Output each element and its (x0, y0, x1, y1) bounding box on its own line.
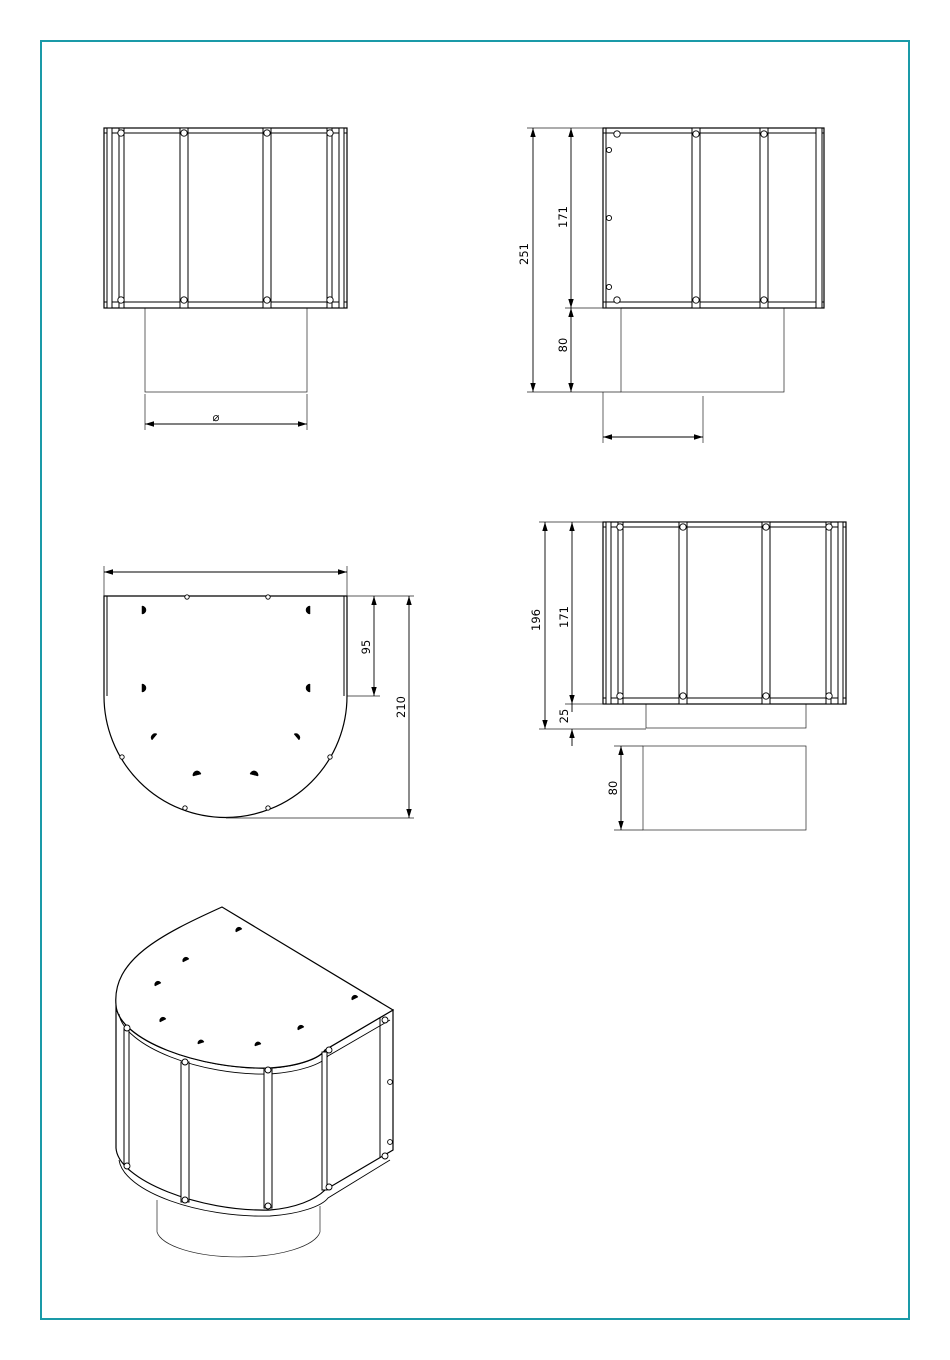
screw (382, 1153, 388, 1159)
front-spigot (145, 308, 307, 392)
top-label-95: 95 (359, 639, 373, 655)
front-view (104, 128, 347, 430)
rear-spigot (646, 704, 806, 728)
diameter-symbol: ⌀ (212, 410, 220, 424)
iso-strip (124, 1028, 129, 1166)
screw (118, 297, 124, 303)
screw (763, 693, 769, 699)
side-strip (816, 128, 822, 308)
rear-label-196: 196 (529, 609, 543, 631)
front-strip (339, 128, 344, 308)
side-body (603, 128, 824, 308)
screw (124, 1025, 130, 1031)
rear-label-80: 80 (606, 780, 620, 796)
screw (761, 297, 767, 303)
top-outline (104, 596, 347, 818)
screw (264, 130, 270, 136)
front-strip (180, 128, 188, 308)
screw (826, 524, 832, 530)
screw (264, 297, 270, 303)
screw (328, 755, 332, 759)
screw (327, 297, 333, 303)
screw (265, 1203, 271, 1209)
screw (185, 595, 189, 599)
screw (693, 131, 699, 137)
screw (388, 1140, 393, 1145)
rear-strip (762, 522, 770, 704)
screw (326, 1184, 332, 1190)
side-strip (692, 128, 700, 308)
screw (617, 524, 623, 530)
rear-label-25: 25 (557, 708, 571, 724)
front-strip (327, 128, 332, 308)
side-label-80: 80 (556, 337, 570, 353)
screw (617, 693, 623, 699)
iso-strip (181, 1062, 189, 1202)
side-strip (760, 128, 768, 308)
screw (382, 1017, 388, 1023)
screw (826, 693, 832, 699)
screw (182, 1059, 188, 1065)
screw (388, 1080, 393, 1085)
screw (606, 284, 611, 289)
screw (606, 147, 611, 152)
screw (182, 1197, 188, 1203)
front-strip (107, 128, 112, 308)
screw (181, 297, 187, 303)
front-strip (119, 128, 124, 308)
rear-strip (606, 522, 611, 704)
side-spigot (621, 308, 784, 392)
isometric-view (116, 907, 393, 1257)
screw (614, 297, 620, 303)
top-label-210: 210 (394, 696, 408, 718)
screw (614, 131, 620, 137)
screw (266, 595, 270, 599)
top-view (104, 566, 414, 818)
screw (680, 693, 686, 699)
screw (326, 1047, 332, 1053)
screw (120, 755, 124, 759)
screw (118, 130, 124, 136)
screw (761, 131, 767, 137)
rear-strip (679, 522, 687, 704)
side-label-171: 171 (556, 206, 570, 228)
rear-strip (838, 522, 843, 704)
rear-label-171: 171 (557, 606, 571, 628)
rear-view (529, 522, 846, 830)
front-strip (263, 128, 271, 308)
rear-spigot-detail (643, 746, 806, 830)
rear-body (603, 522, 846, 704)
screw (124, 1163, 130, 1169)
screw (181, 130, 187, 136)
screw (266, 806, 270, 810)
iso-strip (322, 1052, 327, 1190)
screw (183, 806, 187, 810)
side-view (517, 128, 824, 443)
screw (763, 524, 769, 530)
screw (265, 1067, 271, 1073)
iso-strip (264, 1068, 272, 1208)
side-label-251: 251 (517, 243, 531, 265)
screw (693, 297, 699, 303)
front-body (104, 128, 347, 308)
rear-strip (618, 522, 623, 704)
rear-strip (826, 522, 831, 704)
screw (680, 524, 686, 530)
screw (606, 215, 611, 220)
screw (327, 130, 333, 136)
